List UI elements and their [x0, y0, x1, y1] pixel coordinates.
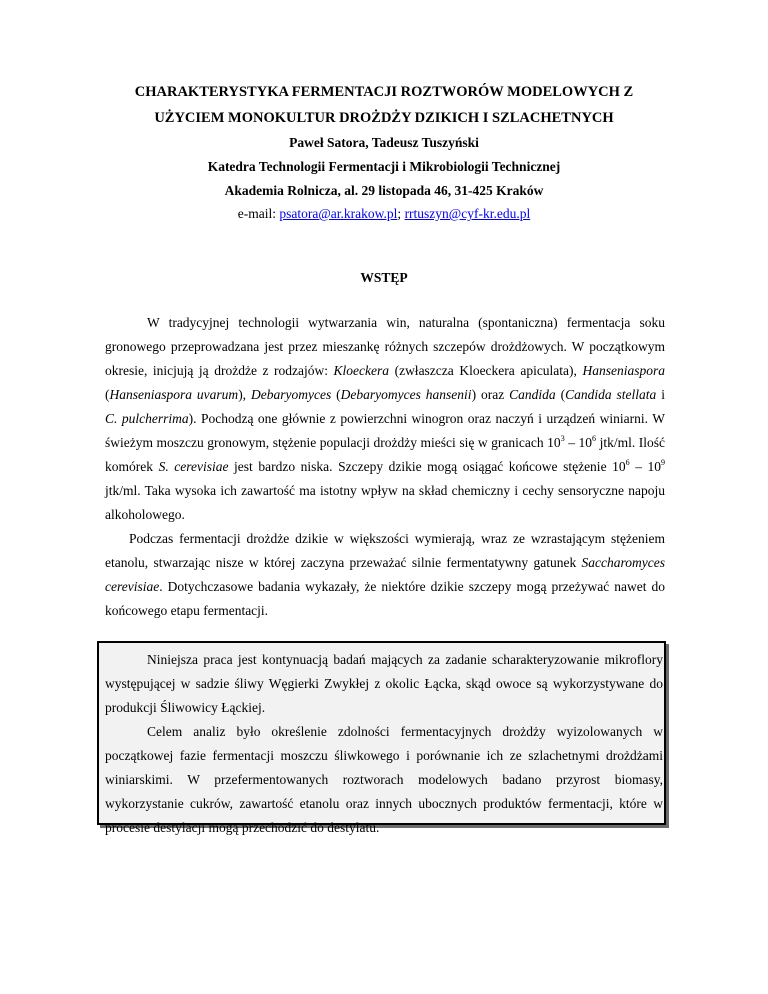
highlight-box-text [105, 648, 663, 840]
text-run: – 10 [564, 435, 593, 450]
text-run: i [656, 387, 665, 402]
authors: Paweł Satora, Tadeusz Tuszyński [289, 135, 479, 150]
email-link-tuszynski[interactable]: rrtuszyn@cyf-kr.edu.pl [404, 206, 531, 221]
text-run: ( [555, 387, 566, 402]
exponent: 6 [625, 458, 630, 467]
text-run: jtk/ml. Taka wysoka ich zawartość ma istotny wpływ na skład chemiczny i cechy sensoryczne napoju alkoholowego. [105, 483, 665, 522]
affiliation-address: Akademia Rolnicza, al. 29 listopada 46, 31-425 Kraków [224, 183, 544, 198]
text-run: W tradycyjnej technologii wytwarzania win, naturalna (spontaniczna) fermentacja soku gronowego przeprowadzana jest przez mieszankę różnych szczepów drożdżowych. W początkowym okresie, inicjują ją drożdże z rodzajów: [105, 315, 665, 378]
text-run: ). Pochodzą one głównie z powierzchni winogron oraz naczyń i urządzeń winiarni. W świeżym moszczu gronowym, stężenie populacji drożdży mieści się w granicach 10 [105, 411, 665, 450]
email-link-satora[interactable]: psatora@ar.krakow.pl [279, 206, 398, 221]
exponent: 6 [592, 434, 597, 443]
paper-title-line-1: CHARAKTERYSTYKA FERMENTACJI ROZTWORÓW MODELOWYCH Z [134, 84, 634, 100]
text-run: jtk/ml. Ilość komórek [105, 435, 665, 474]
text-run: (zwłaszcza Kloeckera apiculata), [389, 363, 583, 378]
paper-title-line-2: UŻYCIEM MONOKULTUR DROŻDŻY DZIKICH I SZLACHETNYCH [154, 110, 614, 126]
email-line [0, 204, 768, 224]
text-run: jest bardzo niska. Szczepy dzikie mogą osiągać końcowe stężenie 10 [228, 459, 626, 474]
text-run: ( [105, 387, 110, 402]
species-name: S. cerevisiae [158, 459, 229, 474]
exponent: 3 [560, 434, 565, 443]
paragraph-fermentation [105, 527, 665, 623]
species-name: Candida stellata [565, 387, 657, 402]
text-run: ) oraz [471, 387, 510, 402]
text-run: . Dotychczasowe badania wykazały, że niektóre dzikie szczepy mogą przeżywać nawet do końcowego etapu fermentacji. [105, 579, 665, 618]
email-separator: ; [397, 206, 405, 221]
species-name: C. pulcherrima [105, 411, 189, 426]
genus-name: Debaryomyces [251, 387, 332, 402]
species-name: Saccharomyces cerevisiae [105, 555, 665, 594]
body-text [105, 311, 665, 623]
genus-name: Candida [509, 387, 556, 402]
department: Katedra Technologii Fermentacji i Mikrobiologii Technicznej [207, 159, 561, 174]
genus-name: Hanseniaspora [582, 363, 665, 378]
genus-name: Kloeckera [333, 363, 390, 378]
box-paragraph-aim: Niniejsza praca jest kontynuacją badań mających za zadanie scharakteryzowanie mikroflory występującej w sadzie śliwy Węgierki Zwykłej z okolic Łącka, skąd owoce są wykorzystywane do produkcji Śliwowicy Łąckiej. [105, 652, 663, 715]
email-label: e-mail: [237, 206, 280, 221]
section-heading: WSTĘP [360, 270, 408, 285]
text-run: Podczas fermentacji drożdże dzikie w większości wymierają, wraz ze wzrastającym stężeniem etanolu, stwarzając nisze w której zaczyna przeważać silnie fermentatywny gatunek [105, 531, 665, 570]
text-run: ), [238, 387, 251, 402]
paragraph-intro [105, 311, 665, 527]
text-run: – 10 [629, 459, 662, 474]
species-name: Hanseniaspora uvarum [109, 387, 239, 402]
box-paragraph-goal: Celem analiz było określenie zdolności fermentacyjnych drożdży wyizolowanych w początkowej fazie fermentacji moszczu śliwkowego i porównanie ich ze szlachetnymi drożdżami winiarskimi. W przefermentowanych roztworach modelowych badano przyrost biomasy, wykorzystanie cukrów, zawartość etanolu oraz innych ubocznych produktów fermentacji, które w procesie destylacji mogą przechodzić do destylatu. [105, 724, 663, 835]
text-run: ( [331, 387, 341, 402]
exponent: 9 [661, 458, 666, 467]
species-name: Debaryomyces hansenii [340, 387, 472, 402]
